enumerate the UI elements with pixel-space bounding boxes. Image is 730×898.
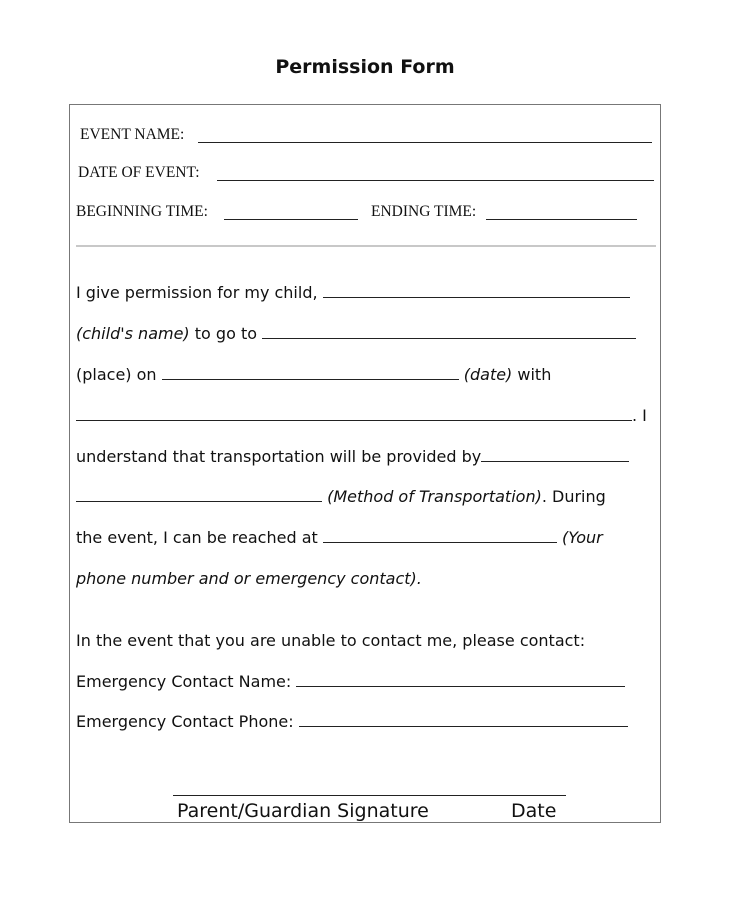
body-text: the event, I can be reached at: [76, 528, 318, 547]
phone-hint: (Your: [561, 528, 603, 547]
section-divider: [76, 245, 656, 247]
event-name-label: EVENT NAME:: [80, 126, 185, 143]
form-title: Permission Form: [275, 56, 455, 78]
body-line-6: [76, 487, 606, 507]
transport-provider-field[interactable]: [481, 447, 629, 462]
transport-method-field[interactable]: [76, 487, 322, 502]
ending-time-field[interactable]: [486, 219, 637, 220]
child-name-hint: (child's name): [76, 324, 190, 343]
body-text: (place) on: [76, 365, 157, 384]
event-name-field[interactable]: [198, 142, 652, 143]
body-line-5: [76, 447, 629, 467]
emergency-phone-field[interactable]: [299, 712, 628, 727]
event-date-label: DATE OF EVENT:: [78, 164, 200, 181]
beginning-time-label: BEGINNING TIME:: [76, 203, 208, 220]
emergency-name-field[interactable]: [296, 672, 625, 687]
place-field[interactable]: [262, 324, 636, 339]
signature-date-label: Date: [511, 800, 557, 822]
body-line-1: [76, 283, 630, 303]
emergency-name-row: [76, 672, 625, 692]
body-text: with: [517, 365, 552, 384]
emergency-name-label: Emergency Contact Name:: [76, 672, 292, 691]
transport-method-hint: (Method of Transportation): [327, 487, 542, 506]
contact-phone-field[interactable]: [323, 528, 557, 543]
emergency-phone-label: Emergency Contact Phone:: [76, 712, 294, 731]
body-text: . I: [632, 406, 647, 425]
beginning-time-field[interactable]: [224, 219, 358, 220]
phone-hint-continued: phone number and or emergency contact).: [76, 569, 422, 588]
body-line-3: [76, 365, 551, 385]
body-text: I give permission for my child,: [76, 283, 318, 302]
date-hint: (date): [463, 365, 513, 384]
body-line-8: [76, 569, 422, 589]
chaperone-field[interactable]: [76, 406, 632, 421]
ending-time-label: ENDING TIME:: [371, 203, 477, 220]
body-line-2: [76, 324, 636, 344]
emergency-phone-row: [76, 712, 628, 732]
event-date-field[interactable]: [217, 180, 654, 181]
body-line-4: [76, 406, 647, 426]
signature-label: Parent/Guardian Signature: [177, 800, 429, 822]
child-name-field[interactable]: [323, 283, 630, 298]
body-text: . During: [541, 487, 606, 506]
contact-intro: In the event that you are unable to contact me, please contact:: [76, 631, 586, 650]
signature-line[interactable]: [173, 795, 566, 796]
body-text: to go to: [194, 324, 258, 343]
trip-date-field[interactable]: [162, 365, 459, 380]
body-line-7: [76, 528, 603, 548]
body-text: understand that transportation will be provided by: [76, 447, 482, 466]
